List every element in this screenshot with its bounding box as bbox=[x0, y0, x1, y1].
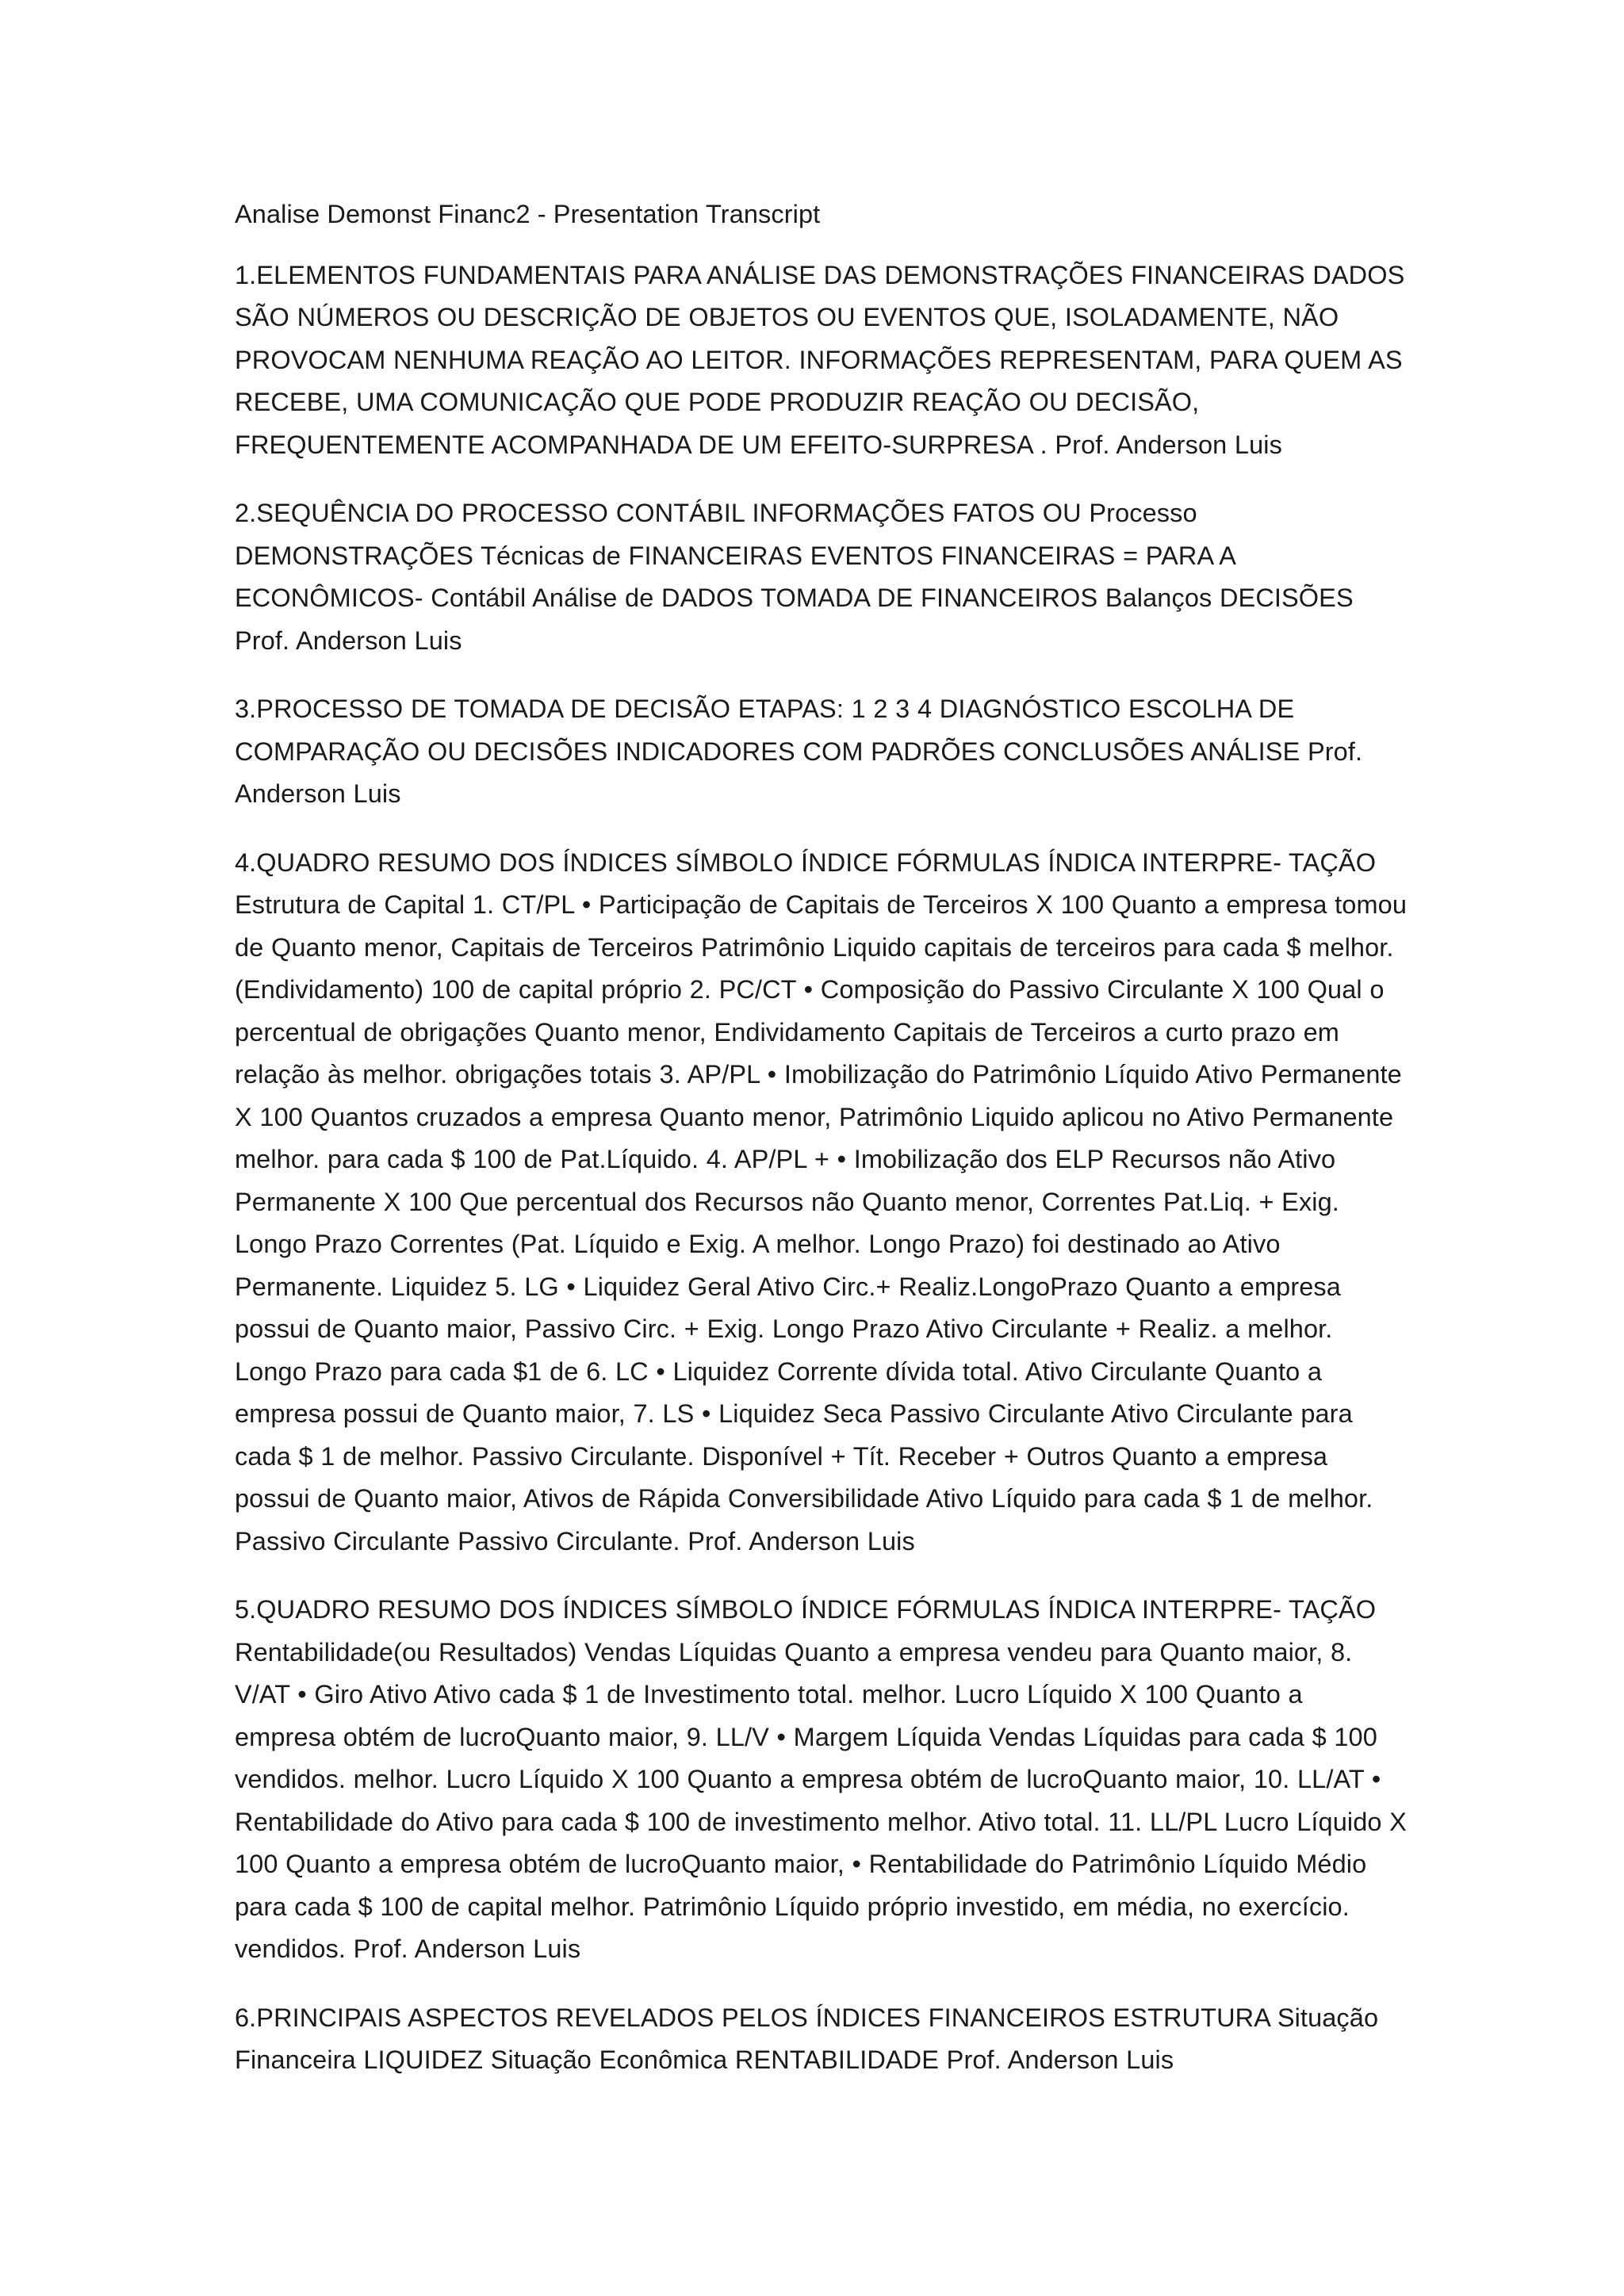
paragraph-3: 3.PROCESSO DE TOMADA DE DECISÃO ETAPAS: 1 2 3 4 DIAGNÓSTICO ESCOLHA DE COMPARAÇÃO OU DECISÕES INDICADORES COM PADRÕES CONCLUSÕES ANÁLISE Prof. Anderson Luis bbox=[235, 695, 1363, 808]
paragraph-2: 2.SEQUÊNCIA DO PROCESSO CONTÁBIL INFORMAÇÕES FATOS OU Processo DEMONSTRAÇÕES Técnicas de FINANCEIRAS EVENTOS FINANCEIRAS = PARA A ECONÔMICOS- Contábil Análise de DADOS TOMADA DE FINANCEIROS Balanços DECISÕES Prof. Anderson Luis bbox=[235, 499, 1354, 655]
document-page bbox=[235, 193, 1408, 2108]
paragraph-4: 4.QUADRO RESUMO DOS ÍNDICES SÍMBOLO ÍNDICE FÓRMULAS ÍNDICA INTERPRE- TAÇÃO Estrutura de Capital 1. CT/PL • Participação de Capitais de Terceiros X 100 Quanto a empresa tomou de Quanto menor, Capitais de Terceiros Patrimônio Liquido capitais de terceiros para cada $ melhor. (Endividamento) 100 de capital próprio 2. PC/CT • Composição do Passivo Circulante X 100 Qual o percentual de obrigações Quanto menor, Endividamento Capitais de Terceiros a curto prazo em relação às melhor. obrigações totais 3. AP/PL • Imobilização do Patrimônio Líquido Ativo Permanente X 100 Quantos cruzados a empresa Quanto menor, Patrimônio Liquido aplicou no Ativo Permanente melhor. para cada $ 100 de Pat.Líquido. 4. AP/PL + • Imobilização dos ELP Recursos não Ativo Permanente X 100 Que percentual dos Recursos não Quanto menor, Correntes Pat.Liq. + Exig. Longo Prazo Correntes (Pat. Líquido e Exig. A melhor. Longo Prazo) foi destinado ao Ativo Permanente. Liquidez 5. LG • Liquidez Geral Ativo Circ.+ Realiz.LongoPrazo Quanto a empresa possui de Quanto maior, Passivo Circ. + Exig. Longo Prazo Ativo Circulante + Realiz. a melhor. Longo Prazo para cada $1 de 6. LC • Liquidez Corrente dívida total. Ativo Circulante Quanto a empresa possui de Quanto maior, 7. LS • Liquidez Seca Passivo Circulante Ativo Circulante para cada $ 1 de melhor. Passivo Circulante. Disponível + Tít. Receber + Outros Quanto a empresa possui de Quanto maior, Ativos de Rápida Conversibilidade Ativo Líquido para cada $ 1 de melhor. Passivo Circulante Passivo Circulante. Prof. Anderson Luis bbox=[235, 848, 1407, 1556]
paragraph-5: 5.QUADRO RESUMO DOS ÍNDICES SÍMBOLO ÍNDICE FÓRMULAS ÍNDICA INTERPRE- TAÇÃO Rentabilidade(ou Resultados) Vendas Líquidas Quanto a empresa vendeu para Quanto maior, 8. V/AT • Giro Ativo Ativo cada $ 1 de Investimento total. melhor. Lucro Líquido X 100 Quanto a empresa obtém de lucroQuanto maior, 9. LL/V • Margem Líquida Vendas Líquidas para cada $ 100 vendidos. melhor. Lucro Líquido X 100 Quanto a empresa obtém de lucroQuanto maior, 10. LL/AT • Rentabilidade do Ativo para cada $ 100 de investimento melhor. Ativo total. 11. LL/PL Lucro Líquido X 100 Quanto a empresa obtém de lucroQuanto maior, • Rentabilidade do Patrimônio Líquido Médio para cada $ 100 de capital melhor. Patrimônio Líquido próprio investido, em média, no exercício. vendidos. Prof. Anderson Luis bbox=[235, 1595, 1407, 1963]
paragraph-6: 6.PRINCIPAIS ASPECTOS REVELADOS PELOS ÍNDICES FINANCEIROS ESTRUTURA Situação Financeira LIQUIDEZ Situação Econômica RENTABILIDADE Prof. Anderson Luis bbox=[235, 2003, 1379, 2074]
document-title: Analise Demonst Financ2 - Presentation Transcript bbox=[235, 200, 821, 228]
paragraph-1: 1.ELEMENTOS FUNDAMENTAIS PARA ANÁLISE DAS DEMONSTRAÇÕES FINANCEIRAS DADOS SÃO NÚMEROS OU DESCRIÇÃO DE OBJETOS OU EVENTOS QUE, ISOLADAMENTE, NÃO PROVOCAM NENHUMA REAÇÃO AO LEITOR. INFORMAÇÕES REPRESENTAM, PARA QUEM AS RECEBE, UMA COMUNICAÇÃO QUE PODE PRODUZIR REAÇÃO OU DECISÃO, FREQUENTEMENTE ACOMPANHADA DE UM EFEITO-SURPRESA . Prof. Anderson Luis bbox=[235, 260, 1405, 459]
